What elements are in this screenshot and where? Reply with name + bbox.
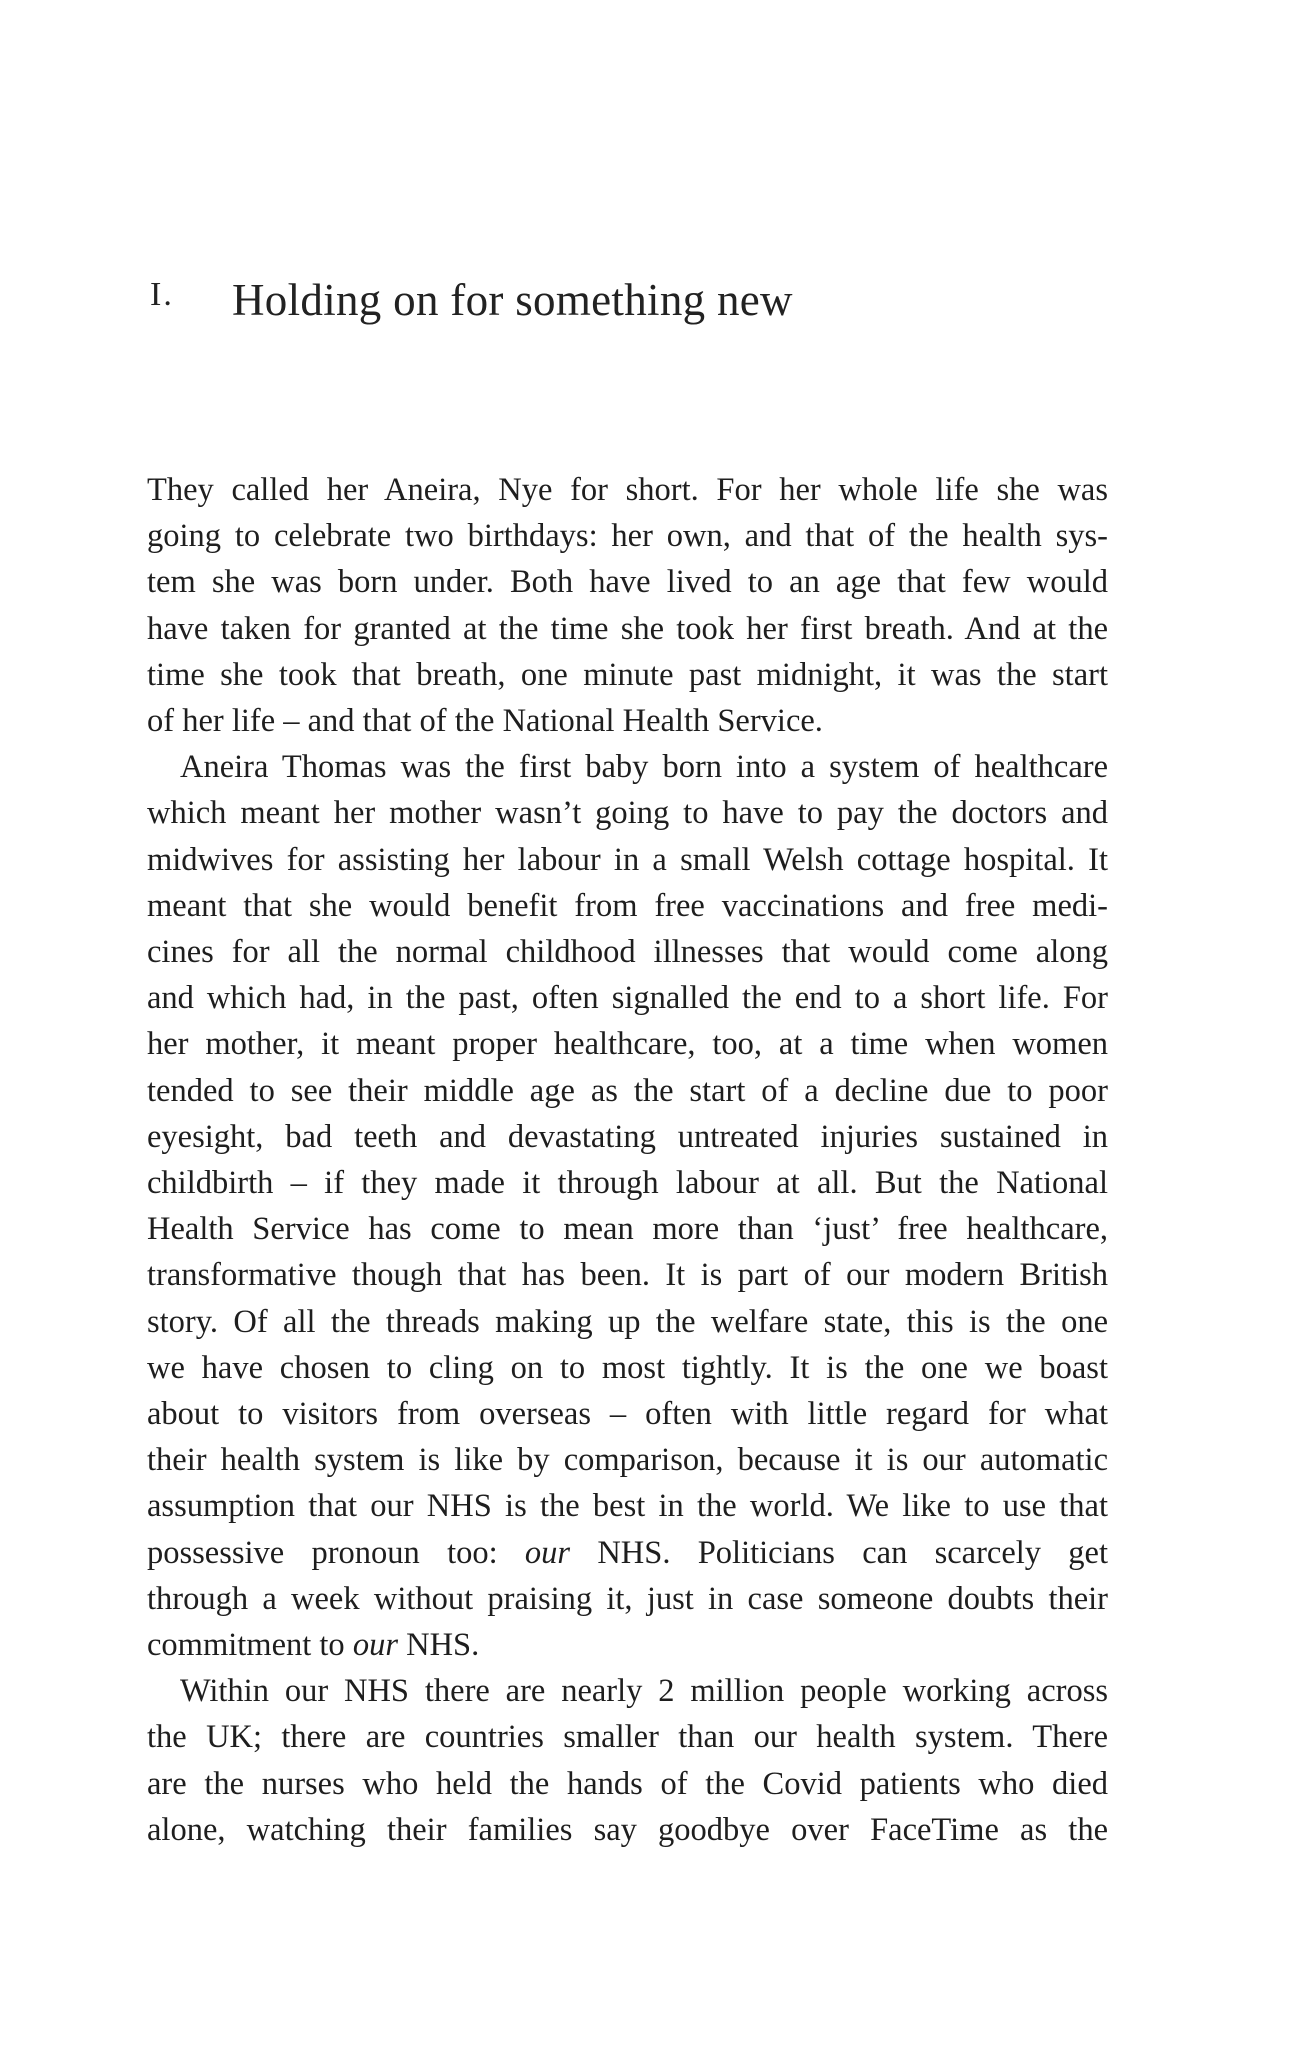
text-segment: NHS.: [397, 1627, 480, 1663]
text-line: [147, 701, 1108, 741]
text-line: [147, 840, 1108, 880]
text-segment: have taken for granted at the time she took her first breath. And at the: [147, 610, 1108, 647]
text-line: [147, 1671, 1108, 1711]
text-line: [147, 1440, 1108, 1480]
text-line: [147, 1764, 1108, 1804]
text-segment: commitment to: [147, 1627, 353, 1663]
text-segment: are the nurses who held the hands of the Covid patients who died: [147, 1765, 1108, 1802]
text-line: [147, 1024, 1108, 1064]
text-segment: They called her Aneira, Nye for short. For her whole life she was: [147, 472, 1108, 508]
text-segment: story. Of all the threads making up the welfare state, this is the one: [147, 1303, 1108, 1340]
text-segment: their health system is like by comparison, because it is our automatic: [147, 1442, 1108, 1479]
chapter-title: Holding on for something new: [232, 275, 793, 325]
text-line: [147, 1625, 1108, 1665]
text-segment: meant that she would benefit from free vaccinations and free medi-: [147, 887, 1108, 924]
text-line: [147, 886, 1108, 926]
text-line: [147, 1209, 1108, 1249]
text-segment: through a week without praising it, just in case someone doubts their: [147, 1580, 1108, 1617]
text-segment: NHS. Politicians can scarcely get: [570, 1534, 1108, 1571]
text-line: [147, 1394, 1108, 1434]
text-segment: cines for all the normal childhood illnesses that would come along: [147, 934, 1108, 970]
text-segment: time she took that breath, one minute past midnight, it was the start: [147, 656, 1108, 693]
text-segment: of her life – and that of the National Health Service.: [147, 703, 823, 739]
text-line: [147, 562, 1108, 602]
text-line: [147, 932, 1108, 972]
text-segment: possessive pronoun too:: [147, 1534, 525, 1571]
text-segment: tem she was born under. Both have lived to an age that few would: [147, 564, 1108, 601]
text-line: [147, 1579, 1108, 1619]
text-segment: the UK; there are countries smaller than our health system. There: [147, 1719, 1108, 1756]
text-segment: her mother, it meant proper healthcare, too, at a time when women: [147, 1026, 1108, 1063]
text-line: [147, 793, 1108, 833]
text-line: [147, 655, 1108, 695]
text-line: [147, 747, 1108, 787]
text-line: [147, 1486, 1108, 1526]
text-segment: Health Service has come to mean more than ‘just’ free healthcare,: [147, 1211, 1108, 1248]
text-segment: Aneira Thomas was the first baby born into a system of healthcare: [180, 749, 1108, 786]
text-line: [147, 609, 1108, 649]
text-line: [147, 1810, 1108, 1850]
text-segment: transformative though that has been. It is part of our modern British: [147, 1257, 1108, 1294]
text-segment: midwives for assisting her labour in a small Welsh cottage hospital. It: [147, 841, 1108, 878]
text-segment: which meant her mother wasn’t going to have to pay the doctors and: [147, 795, 1108, 832]
text-segment: we have chosen to cling on to most tightly. It is the one we boast: [147, 1349, 1108, 1386]
text-line: [147, 1348, 1108, 1388]
text-line: [147, 1717, 1108, 1757]
chapter-number: I.: [150, 276, 174, 313]
text-line: [147, 978, 1108, 1018]
text-segment: going to celebrate two birthdays: her own, and that of the health sys-: [147, 518, 1108, 555]
italic-emphasis: our: [352, 1627, 398, 1663]
text-line: [147, 1302, 1108, 1342]
text-segment: eyesight, bad teeth and devastating untreated injuries sustained in: [147, 1118, 1108, 1155]
text-segment: about to visitors from overseas – often with little regard for what: [147, 1396, 1108, 1432]
text-segment: Within our NHS there are nearly 2 million people working across: [180, 1673, 1108, 1710]
text-line: [147, 1071, 1108, 1111]
text-line: [147, 1533, 1108, 1573]
text-line: [147, 1255, 1108, 1295]
text-line: [147, 470, 1108, 510]
text-segment: and which had, in the past, often signalled the end to a short life. For: [147, 980, 1108, 1017]
text-line: [147, 1163, 1108, 1203]
text-line: [147, 1117, 1108, 1157]
text-segment: assumption that our NHS is the best in the world. We like to use that: [147, 1488, 1108, 1525]
italic-emphasis: our: [524, 1534, 571, 1571]
text-segment: alone, watching their families say goodbye over FaceTime as the: [147, 1811, 1108, 1848]
text-line: [147, 516, 1108, 556]
text-segment: childbirth – if they made it through labour at all. But the National: [147, 1165, 1108, 1201]
text-segment: tended to see their middle age as the start of a decline due to poor: [147, 1072, 1108, 1109]
